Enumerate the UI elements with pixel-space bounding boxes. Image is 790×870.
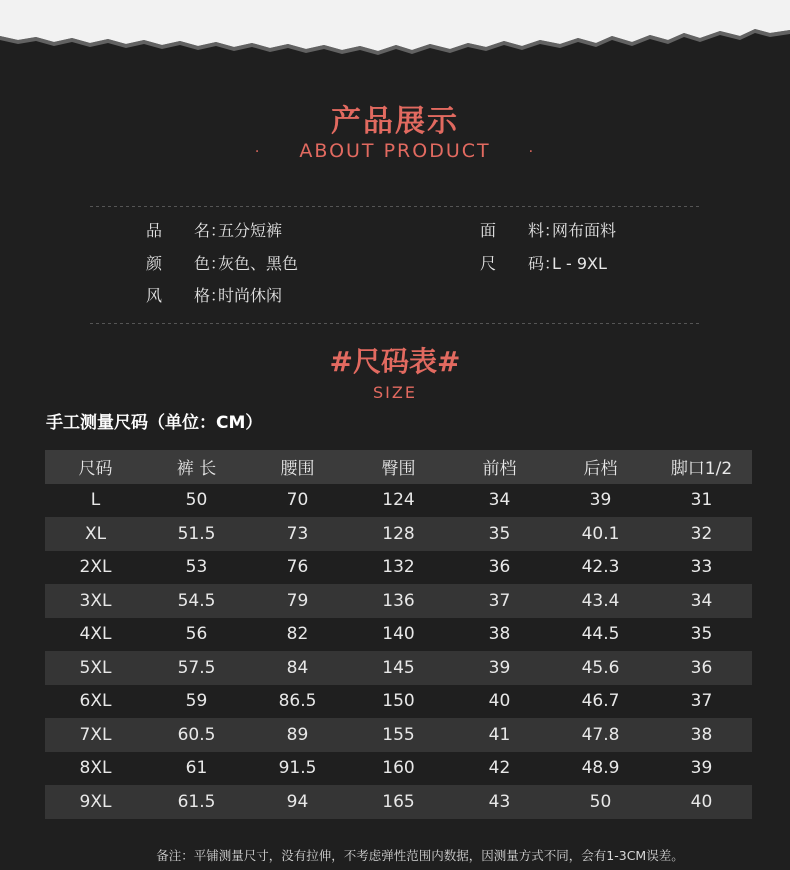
table-cell: 140: [382, 624, 415, 645]
info-label: 尺 码：: [480, 254, 561, 273]
table-cell: 8XL: [79, 758, 112, 779]
torn-paper-edge: [0, 0, 790, 60]
table-cell: 39: [589, 490, 612, 511]
table-cell: L: [90, 490, 101, 511]
table-cell: 51.5: [177, 523, 216, 544]
table-cell: 160: [382, 758, 415, 779]
table-cell: 37: [690, 691, 713, 712]
table-cell: 59: [185, 691, 208, 712]
table-cell: 61.5: [177, 791, 216, 812]
table-cell: 84: [286, 657, 309, 678]
info-value: 灰色、黑色: [218, 254, 299, 273]
right-dot: ·: [528, 143, 536, 160]
table-cell: 36: [488, 557, 511, 578]
column-header: 腰围: [280, 459, 315, 480]
table-cell: 54.5: [177, 590, 216, 611]
left-dot: ·: [254, 143, 262, 160]
table-cell: 43: [488, 791, 511, 812]
table-cell: 91.5: [278, 758, 317, 779]
size-chart-title: #尺码表#: [329, 345, 461, 378]
table-cell: 73: [286, 523, 309, 544]
table-cell: 57.5: [177, 657, 216, 678]
table-cell: 128: [382, 523, 415, 544]
table-cell: 34: [488, 490, 511, 511]
table-row: [45, 517, 752, 551]
page-title: 产品展示: [331, 104, 459, 139]
table-cell: 155: [382, 724, 415, 745]
table-cell: 56: [185, 624, 208, 645]
table-cell: 35: [488, 523, 511, 544]
table-cell: 43.4: [581, 590, 620, 611]
table-row: [45, 685, 752, 719]
size-table: [45, 450, 752, 819]
table-cell: 42.3: [581, 557, 620, 578]
divider-bottom: [90, 323, 700, 324]
table-cell: 60.5: [177, 724, 216, 745]
table-cell: 7XL: [79, 724, 112, 745]
divider-top: [90, 206, 700, 207]
table-cell: 31: [690, 490, 713, 511]
column-header: 臀围: [381, 459, 416, 480]
table-row: [45, 584, 752, 618]
table-cell: 70: [286, 490, 309, 511]
column-header: 裤 长: [176, 459, 217, 480]
table-cell: 132: [382, 557, 415, 578]
table-cell: 37: [488, 590, 511, 611]
table-cell: 61: [185, 758, 208, 779]
table-cell: 40.1: [581, 523, 620, 544]
info-size: [480, 251, 607, 274]
table-row: [45, 785, 752, 819]
table-cell: 79: [286, 590, 309, 611]
size-chart-subtitle: SIZE: [373, 383, 417, 402]
table-cell: 42: [488, 758, 511, 779]
table-row: [45, 651, 752, 685]
page-subtitle: [0, 140, 790, 162]
table-cell: 41: [488, 724, 511, 745]
table-cell: 39: [488, 657, 511, 678]
table-cell: 145: [382, 657, 415, 678]
measurement-unit-label: 手工测量尺码（单位：CM）: [46, 413, 263, 433]
info-value: 五分短裤: [218, 221, 283, 240]
table-cell: 44.5: [581, 624, 620, 645]
table-cell: 40: [488, 691, 511, 712]
info-value: 时尚休闲: [218, 286, 283, 305]
column-header: 脚口1/2: [670, 459, 733, 480]
column-header: 尺码: [78, 459, 113, 480]
info-value: L - 9XL: [552, 254, 607, 273]
column-header: 后档: [583, 459, 618, 480]
table-cell: 82: [286, 624, 309, 645]
table-cell: 33: [690, 557, 713, 578]
table-cell: 39: [690, 758, 713, 779]
table-cell: 4XL: [79, 624, 112, 645]
table-cell: 2XL: [79, 557, 112, 578]
table-cell: 124: [382, 490, 415, 511]
table-cell: 45.6: [581, 657, 620, 678]
info-value: 网布面料: [552, 221, 617, 240]
table-row: [45, 752, 752, 786]
table-cell: 150: [382, 691, 415, 712]
info-label: 风 格：: [146, 286, 227, 305]
table-header-row: [45, 450, 752, 484]
table-cell: 35: [690, 624, 713, 645]
table-cell: 47.8: [581, 724, 620, 745]
table-cell: 38: [690, 724, 713, 745]
table-cell: 136: [382, 590, 415, 611]
info-style: [146, 283, 282, 306]
table-row: [45, 718, 752, 752]
info-material: [480, 218, 616, 241]
table-cell: 94: [286, 791, 309, 812]
table-cell: 6XL: [79, 691, 112, 712]
table-cell: 46.7: [581, 691, 620, 712]
info-label: 颜 色：: [146, 254, 227, 273]
table-cell: 53: [185, 557, 208, 578]
table-row: [45, 484, 752, 518]
info-label: 面 料：: [480, 221, 561, 240]
table-cell: 9XL: [79, 791, 112, 812]
table-row: [45, 551, 752, 585]
measurement-note: 备注：平铺测量尺寸，没有拉伸，不考虑弹性范围内数据，因测量方式不同，会有1-3CM误差。: [156, 848, 684, 863]
table-cell: 165: [382, 791, 415, 812]
table-cell: 32: [690, 523, 713, 544]
table-cell: 38: [488, 624, 511, 645]
table-cell: 50: [589, 791, 612, 812]
table-cell: 40: [690, 791, 713, 812]
table-cell: 76: [286, 557, 309, 578]
table-cell: 50: [185, 490, 208, 511]
table-row: [45, 618, 752, 652]
subtitle-text: ABOUT PRODUCT: [299, 140, 491, 162]
column-header: 前档: [482, 459, 517, 480]
table-cell: 3XL: [79, 590, 112, 611]
info-name: [146, 218, 282, 241]
table-cell: 36: [690, 657, 713, 678]
info-label: 品 名：: [146, 221, 227, 240]
table-cell: 89: [286, 724, 309, 745]
table-cell: 5XL: [79, 657, 112, 678]
table-cell: 48.9: [581, 758, 620, 779]
table-cell: 34: [690, 590, 713, 611]
info-color: [146, 251, 298, 274]
table-cell: 86.5: [278, 691, 317, 712]
table-cell: XL: [84, 523, 107, 544]
